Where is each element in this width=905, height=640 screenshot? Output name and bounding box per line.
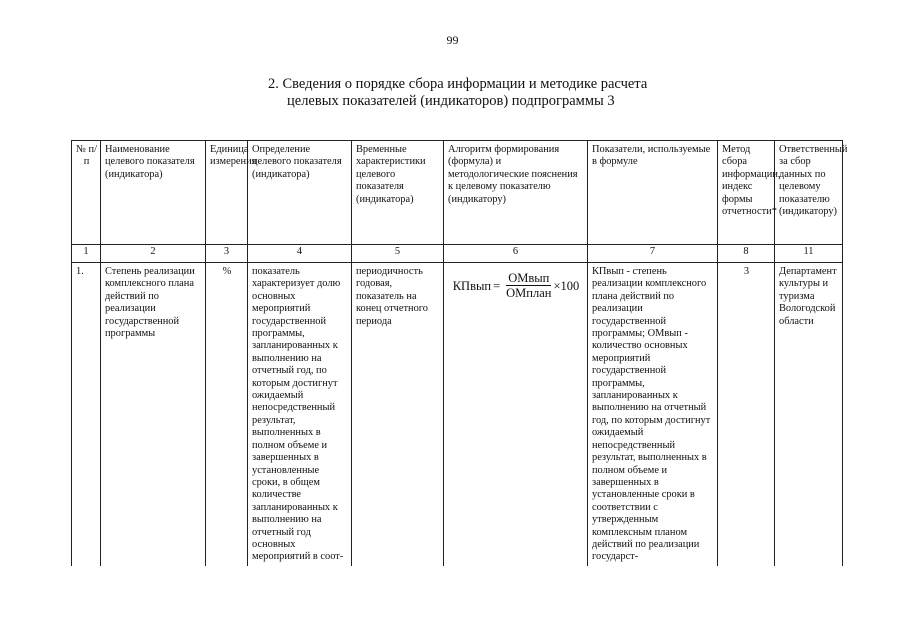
title-line-1: 2. Сведения о порядке сбора информации и методике расчета <box>268 76 648 92</box>
section-title <box>268 76 728 110</box>
header-cell-unit: Единица измерения <box>206 141 248 245</box>
formula-denominator: ОМплан <box>506 286 552 301</box>
indicator-time-characteristics: периодичность годовая, показатель на конец отчетного периода <box>352 263 444 566</box>
formula-lhs: КПвып <box>452 278 492 293</box>
column-number: 3 <box>206 245 248 263</box>
table-row <box>72 263 843 566</box>
indicator-formula-cell <box>444 263 588 566</box>
header-cell-responsible: Ответственный за сбор данных по целевому показателю (индикатору) <box>775 141 843 245</box>
column-number: 4 <box>248 245 352 263</box>
formula-multiplier: ×100 <box>553 278 580 293</box>
title-line-2: целевых показателей (индикаторов) подпрограммы 3 <box>287 93 615 109</box>
indicator-name: Степень реализации комплексного плана действий по реализации государственной программы <box>101 263 206 566</box>
header-cell-time: Временные характеристики целевого показателя (индикатора) <box>352 141 444 245</box>
table-header-row <box>72 141 843 245</box>
indicators-table <box>71 140 848 566</box>
indicator-unit: % <box>206 263 248 566</box>
column-number: 1 <box>72 245 101 263</box>
header-cell-definition: Определение целевого показателя (индикатора) <box>248 141 352 245</box>
indicator-formula-variables: КПвып - степень реализации комплексного плана действий по реализации государственной программы; ОМвып - количество основных мероприятий государственной программы, запланированных к выполнению на отчетный год, по которым достигнут ожидаемый непосредственный результат, выполненных в полном объеме и завершенных в установленные сроки в соответствии с утвержденным комплексным планом действий по реализации государст- <box>588 263 718 566</box>
header-cell-algorithm: Алгоритм формирования (формула) и методологические пояснения к целевому показателю (индикатору) <box>444 141 588 245</box>
column-number-row <box>72 245 843 263</box>
column-number: 6 <box>444 245 588 263</box>
row-number: 1. <box>72 263 101 566</box>
column-number: 5 <box>352 245 444 263</box>
indicator-responsible: Департамент культуры и туризма Вологодской области <box>775 263 843 566</box>
header-cell-indicators: Показатели, используемые в формуле <box>588 141 718 245</box>
column-number: 11 <box>775 245 843 263</box>
column-number: 2 <box>101 245 206 263</box>
header-cell-num: № п/п <box>72 141 101 245</box>
page-number: 99 <box>446 33 459 47</box>
column-number: 8 <box>718 245 775 263</box>
indicator-definition: показатель характеризует долю основных мероприятий государственной программы, запланированных к выполнению на отчетный год, по которым достигнут ожидаемый непосредственный результат, выполненных в полном объеме и завершенных в установленные сроки, в общем количестве запланированных к выполнению на отчетный год основных мероприятий в соот- <box>248 263 352 566</box>
header-cell-method: Метод сбора информации, индекс формы отчетности* <box>718 141 775 245</box>
formula <box>448 272 584 300</box>
formula-fraction <box>506 272 551 300</box>
column-number: 7 <box>588 245 718 263</box>
indicator-method: 3 <box>718 263 775 566</box>
header-cell-name: Наименование целевого показателя (индикатора) <box>101 141 206 245</box>
formula-equals: = <box>493 278 501 293</box>
formula-numerator: ОМвып <box>508 271 550 285</box>
